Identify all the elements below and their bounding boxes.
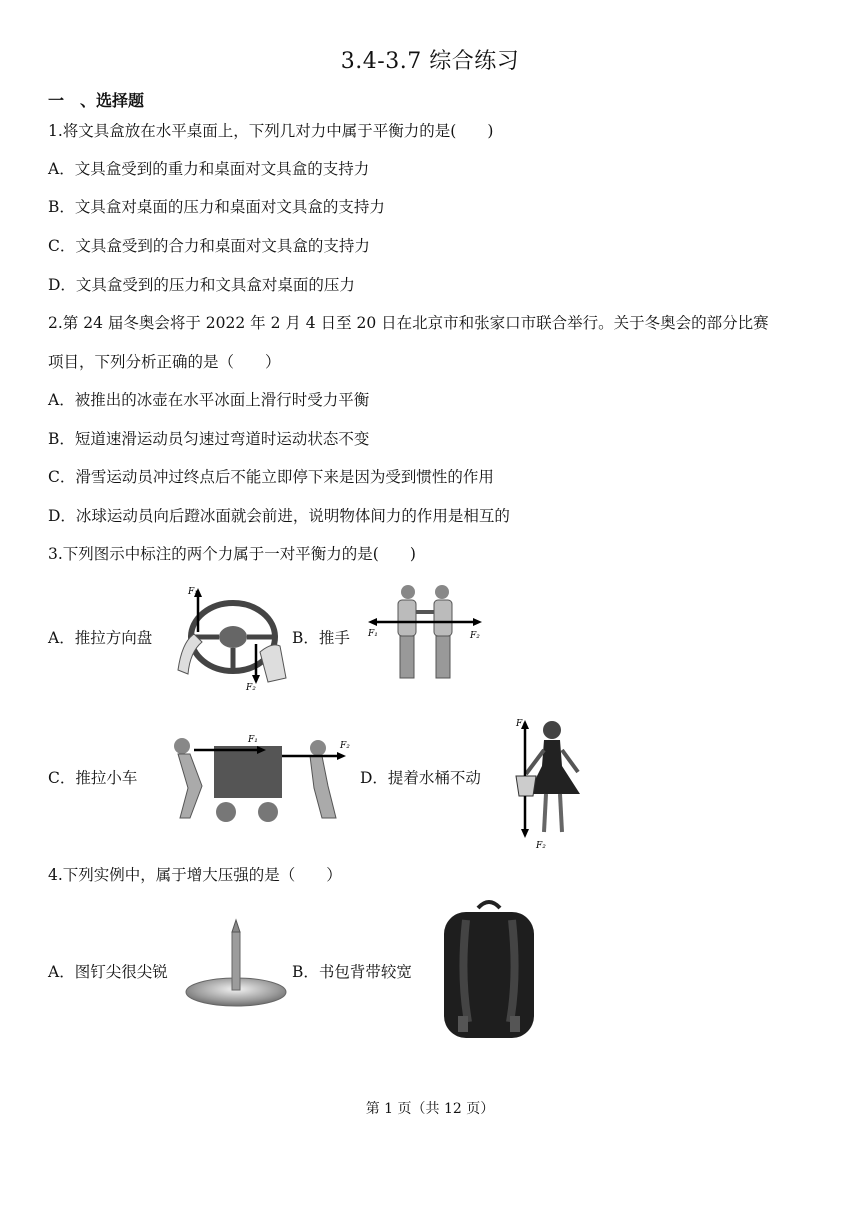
thumbtack-figure: [182, 918, 290, 1010]
force-label-f1: F₁: [188, 587, 198, 597]
question-3-stem: 3.下列图示中标注的两个力属于一对平衡力的是( ): [48, 545, 416, 563]
push-pull-cart-figure: [150, 726, 360, 826]
question-1-option-b: B．文具盒对桌面的压力和桌面对文具盒的支持力: [48, 198, 385, 216]
question-2-option-c: C．滑雪运动员冲过终点后不能立即停下来是因为受到惯性的作用: [48, 468, 494, 486]
question-2-option-b: B．短道速滑运动员匀速过弯道时运动状态不变: [48, 430, 370, 448]
page-footer: 第 1 页（共 12 页）: [365, 1101, 495, 1117]
force-label-f2: F₂: [246, 683, 256, 693]
question-1-option-a: A．文具盒受到的重力和桌面对文具盒的支持力: [48, 160, 370, 178]
question-3-option-a: A．推拉方向盘: [48, 629, 153, 647]
section-heading: 一 、选择题: [48, 91, 145, 110]
question-3-option-c: C．推拉小车: [48, 769, 138, 787]
force-label-f1: F₁: [248, 735, 258, 745]
page-title: 3.4-3.7 综合练习: [340, 49, 520, 74]
question-2-stem-line-1: 2.第 24 届冬奥会将于 2022 年 2 月 4 日至 20 日在北京市和张家口市联合举行。关于冬奥会的部分比赛: [48, 314, 769, 332]
force-label-f2: F₂: [470, 631, 480, 641]
question-2-option-d: D．冰球运动员向后蹬冰面就会前进，说明物体间力的作用是相互的: [48, 507, 510, 525]
force-label-f2: F₂: [536, 841, 546, 851]
question-1-stem: 1.将文具盒放在水平桌面上，下列几对力中属于平衡力的是( ): [48, 122, 494, 140]
force-label-f1: F₁: [516, 719, 526, 729]
force-label-f2: F₂: [340, 741, 350, 751]
question-4-option-a: A．图钉尖很尖锐: [48, 963, 168, 981]
backpack-figure: [434, 896, 544, 1046]
force-label-f1: F₁: [368, 629, 378, 639]
question-2-option-a: A．被推出的冰壶在水平冰面上滑行时受力平衡: [48, 391, 370, 409]
question-4-option-b: B．书包背带较宽: [292, 963, 412, 981]
steering-wheel-figure: [168, 582, 298, 694]
question-2-stem-line-2: 项目，下列分析正确的是（ ）: [48, 353, 281, 371]
pushing-hands-figure: [360, 578, 490, 688]
question-1-option-c: C．文具盒受到的合力和桌面对文具盒的支持力: [48, 237, 370, 255]
question-3-option-d: D．提着水桶不动: [360, 769, 481, 787]
holding-bucket-figure: [500, 714, 600, 852]
question-3-option-b: B．推手: [292, 629, 350, 647]
question-1-option-d: D．文具盒受到的压力和文具盒对桌面的压力: [48, 276, 355, 294]
question-4-stem: 4.下列实例中，属于增大压强的是（ ）: [48, 866, 342, 884]
